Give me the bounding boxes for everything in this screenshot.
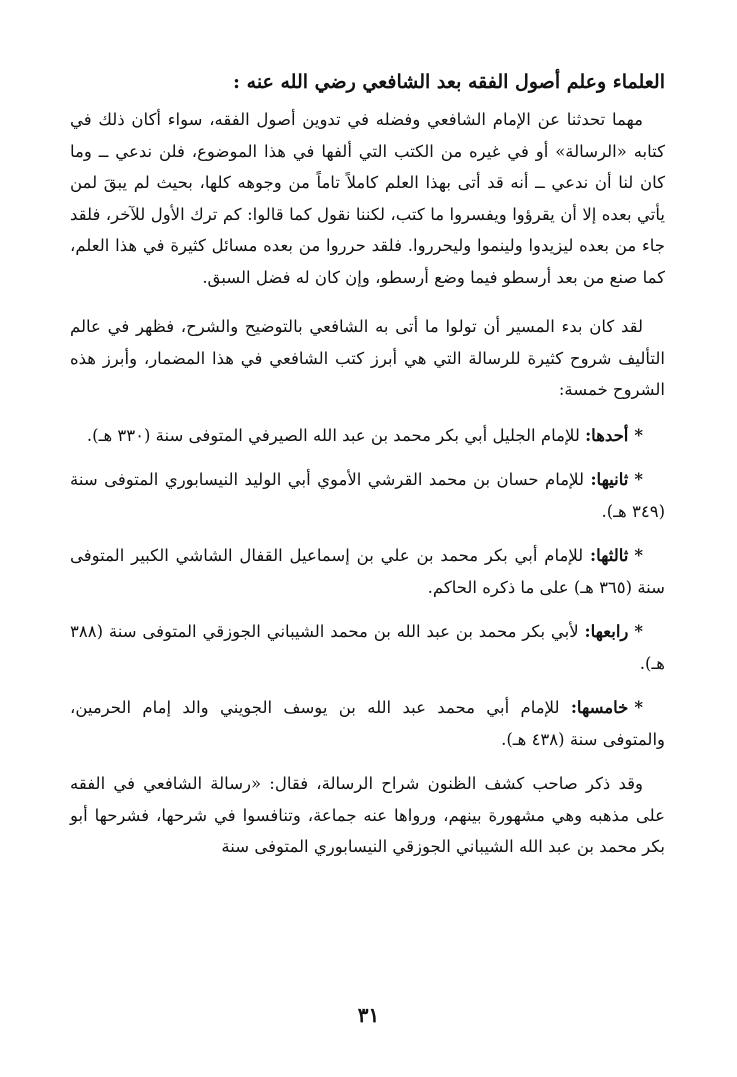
commentary-label: رابعها:	[584, 622, 629, 641]
bullet-star-icon: *	[634, 698, 643, 717]
commentary-label: ثالثها:	[590, 546, 629, 565]
kashf-al-zunun-paragraph: وقد ذكر صاحب كشف الظنون شراح الرسالة، فقال: «رسالة الشافعي في الفقه على مذهبه وهي مشهورة بينهم، ورواها عنه جماعة، وتنافسوا في شرحها، فشرحها أبو بكر محمد بن عبد الله الشيباني الجوزقي النيسابوري المتوفى سنة	[70, 774, 665, 856]
bullet-star-icon: *	[634, 425, 643, 445]
commentary-label: ثانيها:	[590, 470, 629, 489]
page-body	[70, 64, 665, 1077]
commentary-item-1	[70, 420, 665, 452]
commentary-item-5	[70, 692, 665, 755]
bullet-star-icon: *	[634, 546, 643, 565]
intro-paragraph: مهما تحدثنا عن الإمام الشافعي وفضله في تدوين أصول الفقه، سواء أكان ذلك في كتابه «الرسالة» أو في غيره من الكتب التي ألفها في هذا الموضوع، فلن ندعي ــ وما كان لنا أن ندعي ــ أنه قد أتى بهذا العلم كاملاً تاماً من وجوهه كلها، بحيث لم يبقَ لمن يأتي بعده إلا أن يقرؤوا ويفسروا ما كتب، لكننا نقول كما قالوا: كم ترك الأول للآخر، فلقد جاء من بعده ليزيدوا ولينموا وليحرروا. فلقد حرروا من بعده مسائل كثيرة في هذا العلم، كما صنع من بعد أرسطو فيما وضع أرسطو، وإن كان له فضل السبق.	[70, 110, 665, 287]
commentary-item-3	[70, 540, 665, 603]
commentary-item-4	[70, 616, 665, 679]
commentary-text: لأبي بكر محمد بن عبد الله بن محمد الشيباني الجوزقي المتوفى سنة (٣٨٨ هـ).	[70, 622, 665, 673]
commentary-text: للإمام الجليل أبي بكر محمد بن عبد الله الصيرفي المتوفى سنة (٣٣٠ هـ).	[86, 425, 580, 445]
commentary-item-2	[70, 464, 665, 527]
commentary-text: للإمام حسان بن محمد القرشي الأموي أبي الوليد النيسابوري المتوفى سنة (٣٤٩ هـ).	[70, 470, 665, 521]
commentaries-intro-paragraph: لقد كان بدء المسير أن تولوا ما أتى به الشافعي بالتوضيح والشرح، فظهر في عالم التأليف شروح كثيرة للرسالة التي هي أبرز كتب الشافعي في هذا المضمار، وأبرز هذه الشروح خمسة:	[70, 317, 665, 399]
commentary-text: للإمام أبي محمد عبد الله بن يوسف الجويني والد إمام الحرمين، والمتوفى سنة (٤٣٨ هـ).	[70, 698, 665, 749]
page-number: ٣١	[357, 1003, 380, 1027]
commentary-text: للإمام أبي بكر محمد بن علي بن إسماعيل القفال الشاشي الكبير المتوفى سنة (٣٦٥ هـ) على ما ذكره الحاكم.	[70, 546, 665, 597]
bullet-star-icon: *	[634, 470, 644, 489]
bullet-star-icon: *	[634, 622, 644, 641]
section-heading: العلماء وعلم أصول الفقه بعد الشافعي رضي الله عنه :	[233, 71, 665, 93]
commentary-label: خامسها:	[570, 698, 629, 717]
commentary-label: أحدها:	[585, 425, 629, 445]
